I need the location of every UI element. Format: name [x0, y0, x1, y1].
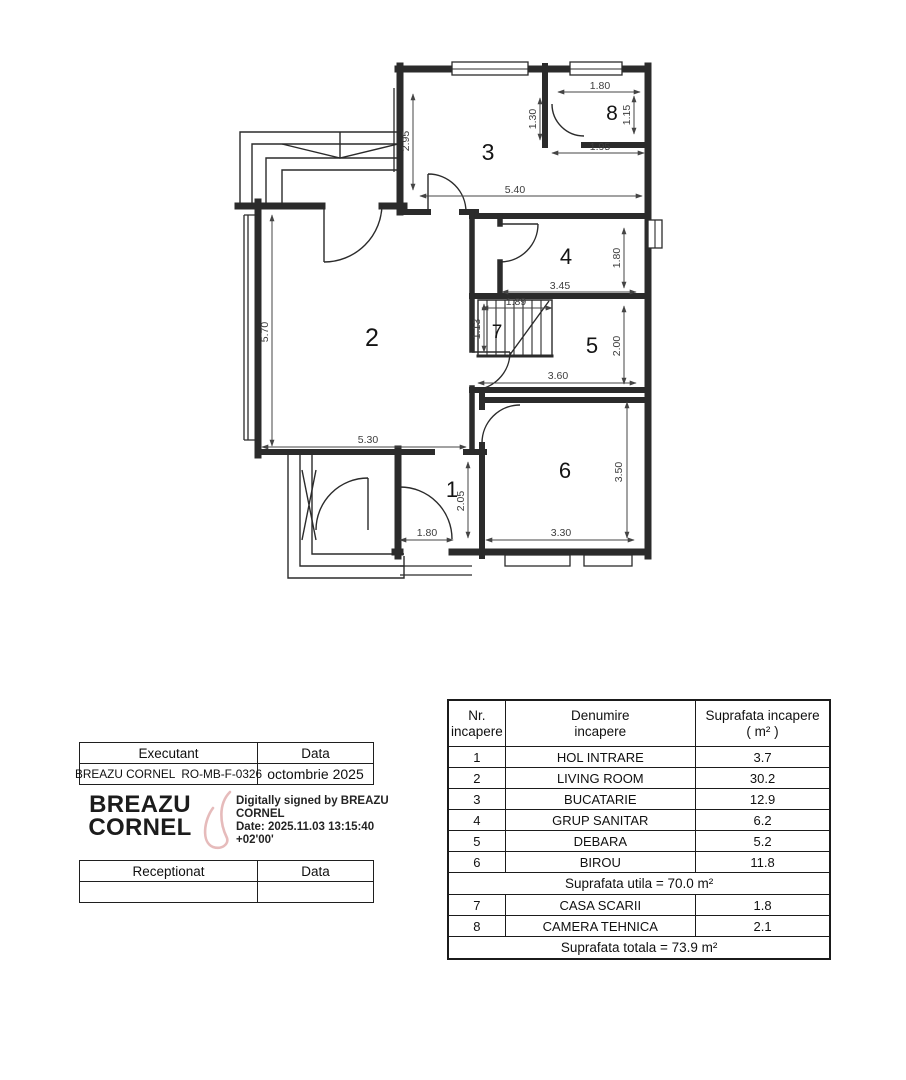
- dim-room6-width: 3.30: [550, 527, 572, 539]
- room-label-3: 3: [481, 139, 495, 165]
- dim-stairs-width: 1.89: [505, 296, 527, 308]
- area-table: [447, 699, 831, 960]
- door-room4: [500, 224, 538, 262]
- porch-steps: [288, 455, 404, 578]
- room-label-2: 2: [365, 324, 379, 352]
- executant-date-value: octombrie 2025: [267, 766, 364, 782]
- cell-area: 6.2: [695, 810, 830, 831]
- subtotal-text: Suprafata utila = 70.0 m²: [448, 873, 830, 895]
- executant-data-label: Data: [258, 743, 373, 764]
- dim-room4-height: 1.80: [611, 247, 623, 269]
- digital-signature-line: +02'00': [236, 834, 274, 846]
- cell-name: CASA SCARII: [505, 895, 695, 916]
- cell-area: 11.8: [695, 852, 830, 873]
- cell-nr: 5: [448, 831, 505, 852]
- signature-name-line1: BREAZU: [89, 791, 191, 818]
- receptionat-data-label: Data: [258, 861, 373, 882]
- dimension-labels: [259, 80, 633, 539]
- cell-nr: 7: [448, 895, 505, 916]
- dim-room4-width: 3.45: [549, 280, 571, 292]
- total-text: Suprafata totala = 73.9 m²: [448, 937, 830, 960]
- receptionat-date-empty: [258, 882, 373, 902]
- cell-area: 12.9: [695, 789, 830, 810]
- cell-area: 30.2: [695, 768, 830, 789]
- header-nr-line1: Nr.: [468, 707, 486, 723]
- table-row: [448, 789, 830, 810]
- door-porch: [316, 478, 368, 530]
- cell-name: BIROU: [505, 852, 695, 873]
- cell-area: 5.2: [695, 831, 830, 852]
- header-denumire-line2: incapere: [574, 723, 627, 739]
- door-room5: [472, 352, 510, 390]
- signature-name: [84, 793, 196, 839]
- table-row: [448, 768, 830, 789]
- table-row: [448, 831, 830, 852]
- dim-living-height: 5.70: [259, 321, 271, 343]
- cell-name: GRUP SANITAR: [505, 810, 695, 831]
- header-suprafata-line1: Suprafata incapere: [705, 707, 820, 723]
- room-label-4: 4: [559, 244, 573, 269]
- digital-signature-line: CORNEL: [236, 808, 285, 820]
- cell-nr: 6: [448, 852, 505, 873]
- dim-room8-left: 1.30: [527, 108, 539, 130]
- cell-name: DEBARA: [505, 831, 695, 852]
- room-label-1: 1: [445, 477, 459, 502]
- door-room3: [428, 174, 466, 212]
- signature-name-line2: CORNEL: [88, 814, 192, 841]
- dim-room5-height: 2.00: [611, 335, 623, 357]
- subtotal-row: [448, 873, 830, 895]
- receptionat-label: Receptionat: [80, 861, 258, 882]
- table-row: [448, 895, 830, 916]
- cell-nr: 1: [448, 747, 505, 768]
- terrace-outline: [240, 132, 398, 205]
- door-room8: [552, 104, 584, 136]
- dim-living-width: 5.30: [357, 434, 379, 446]
- cell-nr: 8: [448, 916, 505, 937]
- executant-label: Executant: [80, 743, 258, 764]
- cell-name: CAMERA TEHNICA: [505, 916, 695, 937]
- dim-room8-right: 1.15: [621, 104, 633, 126]
- table-row: [448, 916, 830, 937]
- dim-room8-width: 1.80: [589, 80, 611, 92]
- dim-room6-height: 3.50: [613, 461, 625, 483]
- cell-name: BUCATARIE: [505, 789, 695, 810]
- door-terrace: [324, 204, 382, 262]
- header-denumire-line1: Denumire: [571, 707, 630, 723]
- table-row: [448, 810, 830, 831]
- cell-nr: 2: [448, 768, 505, 789]
- cell-nr: 3: [448, 789, 505, 810]
- receptionat-table: [79, 860, 374, 903]
- dim-entrance-width: 1.80: [416, 527, 438, 539]
- room-label-7: 7: [491, 322, 503, 343]
- cell-area: 3.7: [695, 747, 830, 768]
- digital-signature-text: [236, 795, 396, 847]
- cell-area: 2.1: [695, 916, 830, 937]
- header-nr-line2: incapere: [451, 723, 503, 739]
- header-suprafata-line2: ( m² ): [746, 723, 779, 739]
- cell-name: HOL INTRARE: [505, 747, 695, 768]
- digital-signature-line: Digitally signed by BREAZU: [236, 795, 389, 807]
- dimension-lines: [262, 92, 644, 540]
- executant-table: [74, 742, 374, 785]
- room-label-5: 5: [585, 333, 599, 358]
- executant-value: BREAZU CORNEL RO-MB-F-0326: [80, 764, 258, 784]
- header-nr: [448, 700, 505, 747]
- dim-room3-height: 2.95: [400, 130, 412, 152]
- total-row: [448, 937, 830, 960]
- door-room6: [482, 405, 520, 443]
- dim-room5-width: 3.60: [547, 370, 569, 382]
- cell-area: 1.8: [695, 895, 830, 916]
- area-table-header: [448, 700, 830, 747]
- cell-nr: 4: [448, 810, 505, 831]
- dim-room8-below: 1.95: [589, 141, 611, 153]
- cell-name: LIVING ROOM: [505, 768, 695, 789]
- table-row: [448, 747, 830, 768]
- room-label-8: 8: [606, 102, 618, 125]
- dim-hall-height: 2.05: [455, 490, 467, 512]
- dim-stairs-height: 1.13: [471, 318, 483, 340]
- dim-room3-width: 5.40: [504, 184, 526, 196]
- table-row: [448, 852, 830, 873]
- header-denumire: [505, 700, 695, 747]
- receptionat-value-empty: [80, 882, 258, 902]
- room-label-6: 6: [558, 458, 572, 483]
- header-suprafata: [695, 700, 830, 747]
- digital-signature-line: Date: 2025.11.03 13:15:40: [236, 821, 375, 833]
